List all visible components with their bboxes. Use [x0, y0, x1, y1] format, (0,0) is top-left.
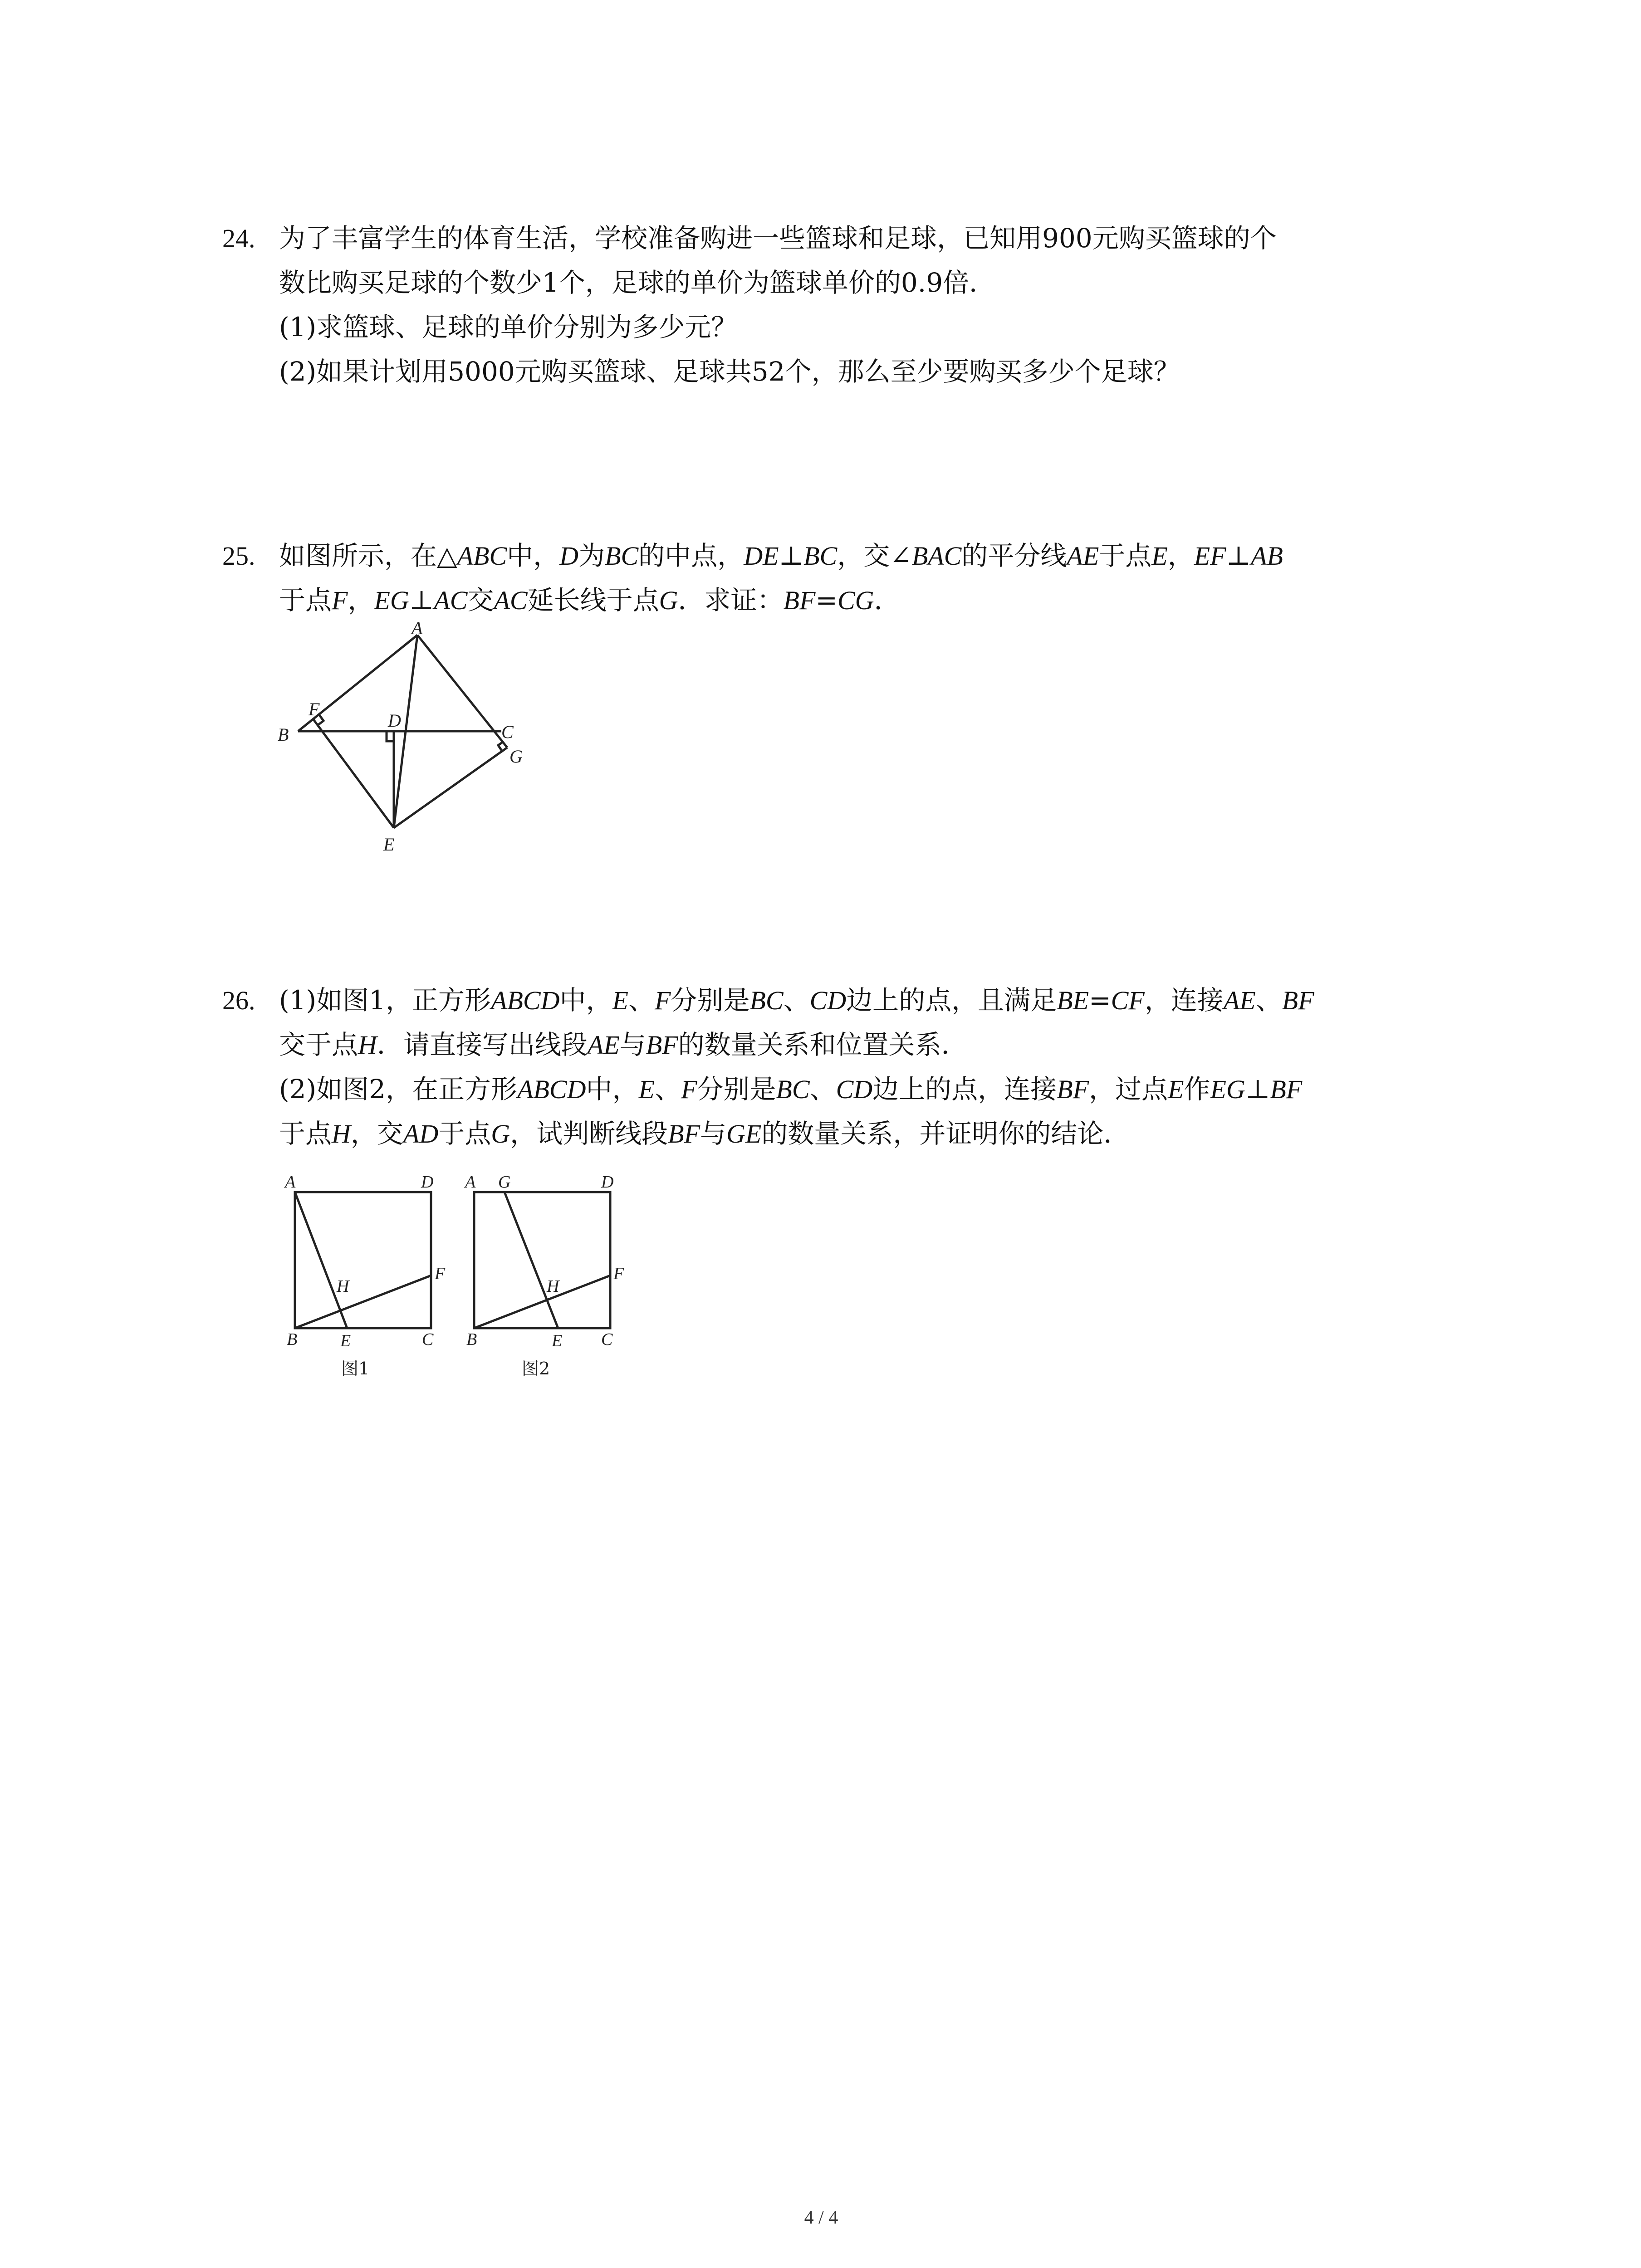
figure-2-caption: 图2 — [522, 1359, 550, 1378]
label-E: E — [340, 1331, 351, 1350]
q26-line-4: 于点H，交AD于点G，试判断线段BF与GE的数量关系，并证明你的结论． — [279, 1118, 1130, 1149]
label-A: A — [465, 1173, 476, 1192]
segment-GE — [505, 1192, 558, 1328]
q24-line-1: 为了丰富学生的体育生活，学校准备购进一些篮球和足球，已知用900元购买篮球的个 — [279, 223, 1277, 254]
label-D: D — [388, 710, 401, 731]
q26-line-2: 交于点H．请直接写出线段AE与BF的数量关系和位置关系． — [279, 1029, 968, 1060]
square-ABCD — [295, 1192, 431, 1328]
label-D: D — [421, 1173, 434, 1192]
q25-line-2: 于点F，EG⊥AC交AC延长线于点G．求证：BF=CG． — [279, 585, 901, 616]
q24-line-2: 数比购买足球的个数少1个，足球的单价为篮球单价的0.9倍． — [279, 267, 996, 298]
label-F: F — [309, 699, 320, 719]
segment-BF — [295, 1276, 431, 1328]
q24-sub-question-1: (1)求篮球、足球的单价分别为多少元？ — [279, 312, 738, 342]
label-A: A — [411, 618, 423, 638]
segment-BF — [474, 1276, 610, 1328]
q26-line-3: (2)如图2，在正方形ABCD中，E、F分别是BC、CD边上的点，连接BF，过点E作EG⊥BF — [279, 1074, 1303, 1105]
label-A: A — [285, 1173, 296, 1192]
q25-figure — [263, 612, 558, 866]
label-D: D — [601, 1173, 614, 1192]
q26-figure-1 — [277, 1166, 449, 1388]
label-G: G — [509, 746, 523, 767]
label-C: C — [422, 1330, 434, 1349]
right-angle-mark-G — [498, 742, 503, 751]
figure-1-caption: 图1 — [341, 1359, 370, 1378]
label-C: C — [501, 722, 514, 742]
label-B: B — [466, 1330, 477, 1349]
label-H: H — [337, 1277, 349, 1296]
q24-sub-question-2: (2)如果计划用5000元购买篮球、足球共52个，那么至少要购买多少个足球？ — [279, 356, 1180, 387]
label-F: F — [435, 1264, 446, 1283]
q24-number: 24. — [222, 224, 255, 253]
q26-line-1: (1)如图1，正方形ABCD中，E、F分别是BC、CD边上的点，且满足BE=CF，连接AE、BF — [279, 985, 1314, 1016]
q25-line-1: 如图所示，在△ABC中，D为BC的中点，DE⊥BC，交∠BAC的平分线AE于点E，EF⊥AB — [279, 540, 1283, 571]
label-E: E — [383, 834, 395, 855]
square-ABCD — [474, 1192, 610, 1328]
q25-number: 25. — [222, 541, 255, 571]
segment-EG — [394, 748, 507, 828]
label-E: E — [552, 1331, 563, 1350]
label-G: G — [498, 1173, 511, 1192]
label-C: C — [601, 1330, 613, 1349]
label-B: B — [287, 1330, 298, 1349]
segment-EF — [313, 719, 394, 828]
label-H: H — [547, 1277, 559, 1296]
q26-figure-2 — [458, 1166, 631, 1388]
q26-number: 26. — [222, 986, 255, 1015]
label-B: B — [278, 724, 289, 745]
segment-AE — [295, 1192, 347, 1328]
label-F: F — [613, 1264, 624, 1283]
page-number: 4 / 4 — [804, 2207, 838, 2228]
